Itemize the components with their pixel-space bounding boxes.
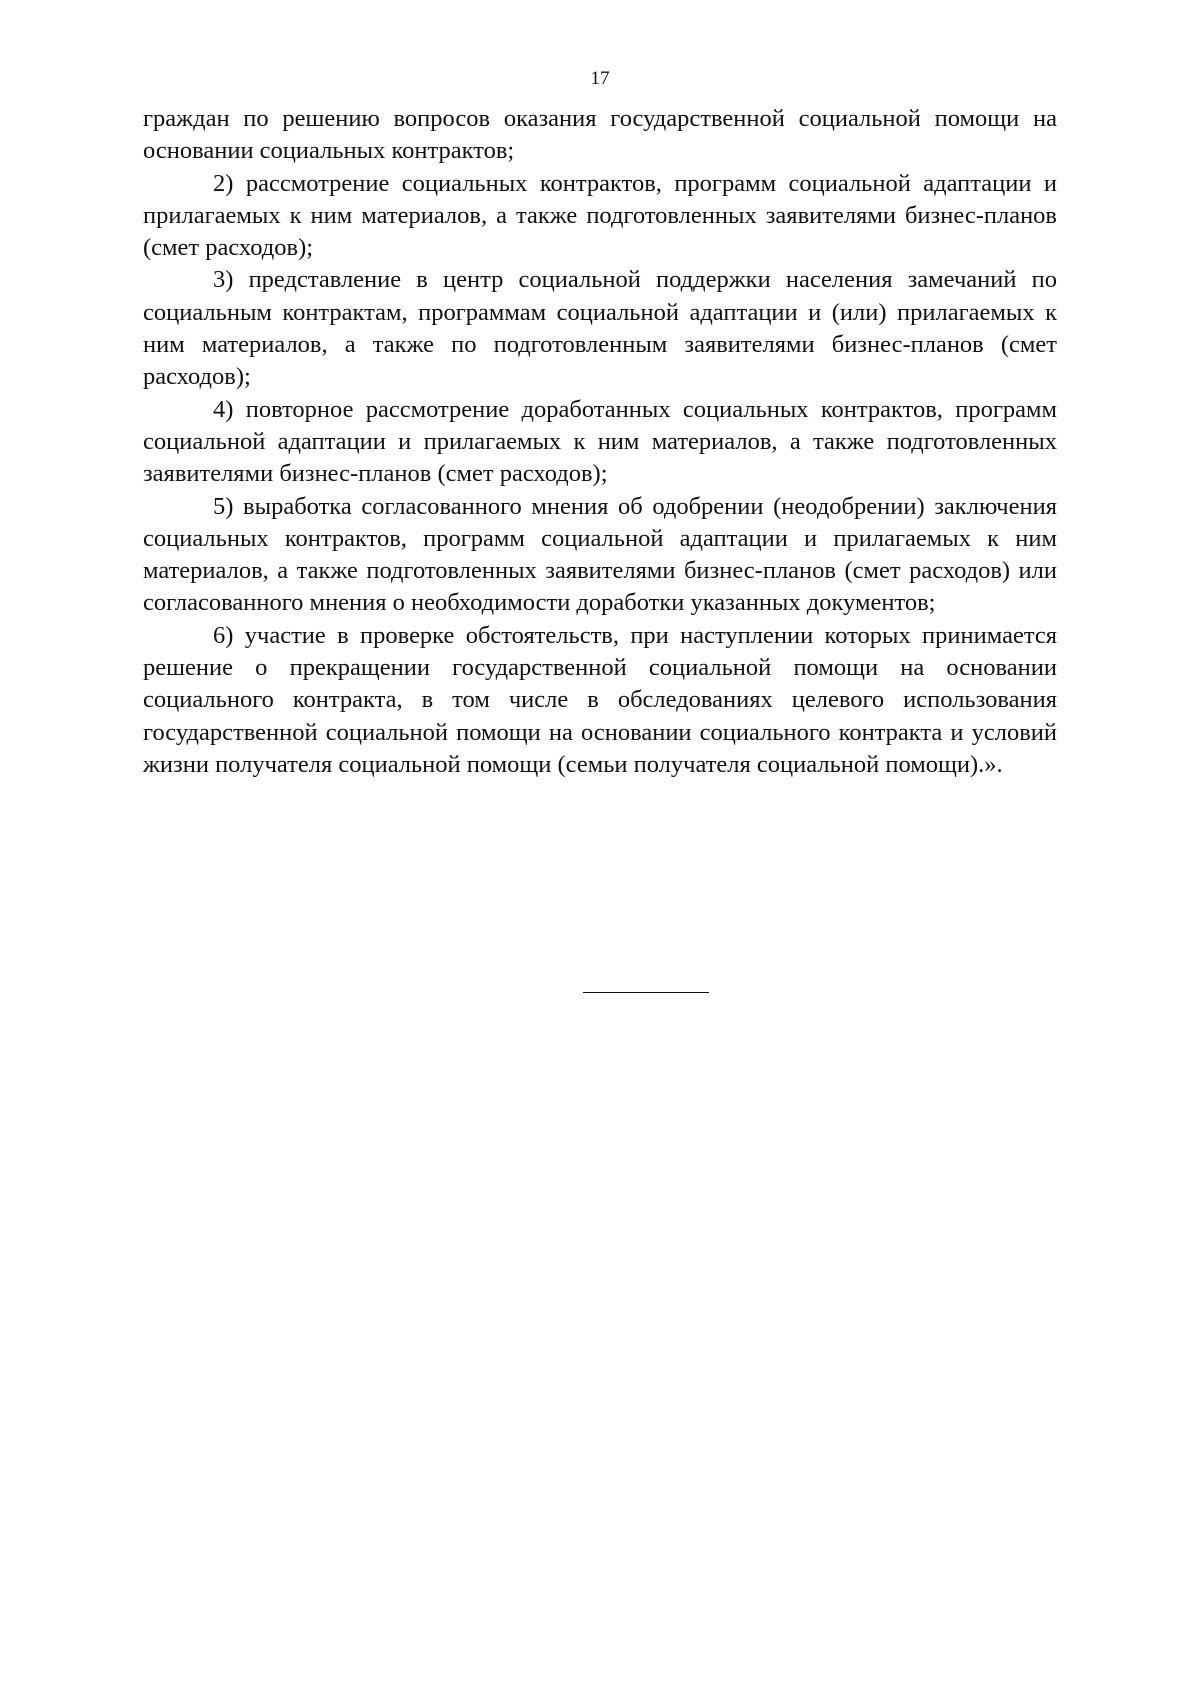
paragraph-continuation: граждан по решению вопросов оказания государственной социальной помощи на основании социальных контрактов; xyxy=(143,105,1057,165)
paragraph-item-2: 2) рассмотрение социальных контрактов, программ социальной адаптации и прилагаемых к ним материалов, а также подготовленных заявителями бизнес-планов (смет расходов); xyxy=(143,169,1057,262)
end-of-document-rule xyxy=(583,992,709,993)
page-number: 17 xyxy=(590,68,610,89)
document-body xyxy=(143,103,1057,781)
paragraph-item-4: 4) повторное рассмотрение доработанных социальных контрактов, программ социальной адаптации и прилагаемых к ним материалов, а также подготовленных заявителями бизнес-планов (смет расходов); xyxy=(143,395,1057,488)
paragraph-item-5: 5) выработка согласованного мнения об одобрении (неодобрении) заключения социальных контрактов, программ социальной адаптации и прилагаемых к ним материалов, а также подготовленных заявителями бизнес-планов (смет расходов) или согласованного мнения о необходимости доработки указанных документов; xyxy=(143,492,1057,617)
paragraph-item-3: 3) представление в центр социальной поддержки населения замечаний по социальным контрактам, программам социальной адаптации и (или) прилагаемых к ним материалов, а также по подготовленным заявителями бизнес-планов (смет расходов); xyxy=(143,266,1057,391)
paragraph-item-6: 6) участие в проверке обстоятельств, при наступлении которых принимается решение о прекращении государственной социальной помощи на основании социального контракта, в том числе в обследованиях целевого использования государственной социальной помощи на основании социального контракта и условий жизни получателя социальной помощи (семьи получателя социальной помощи).». xyxy=(143,621,1057,778)
